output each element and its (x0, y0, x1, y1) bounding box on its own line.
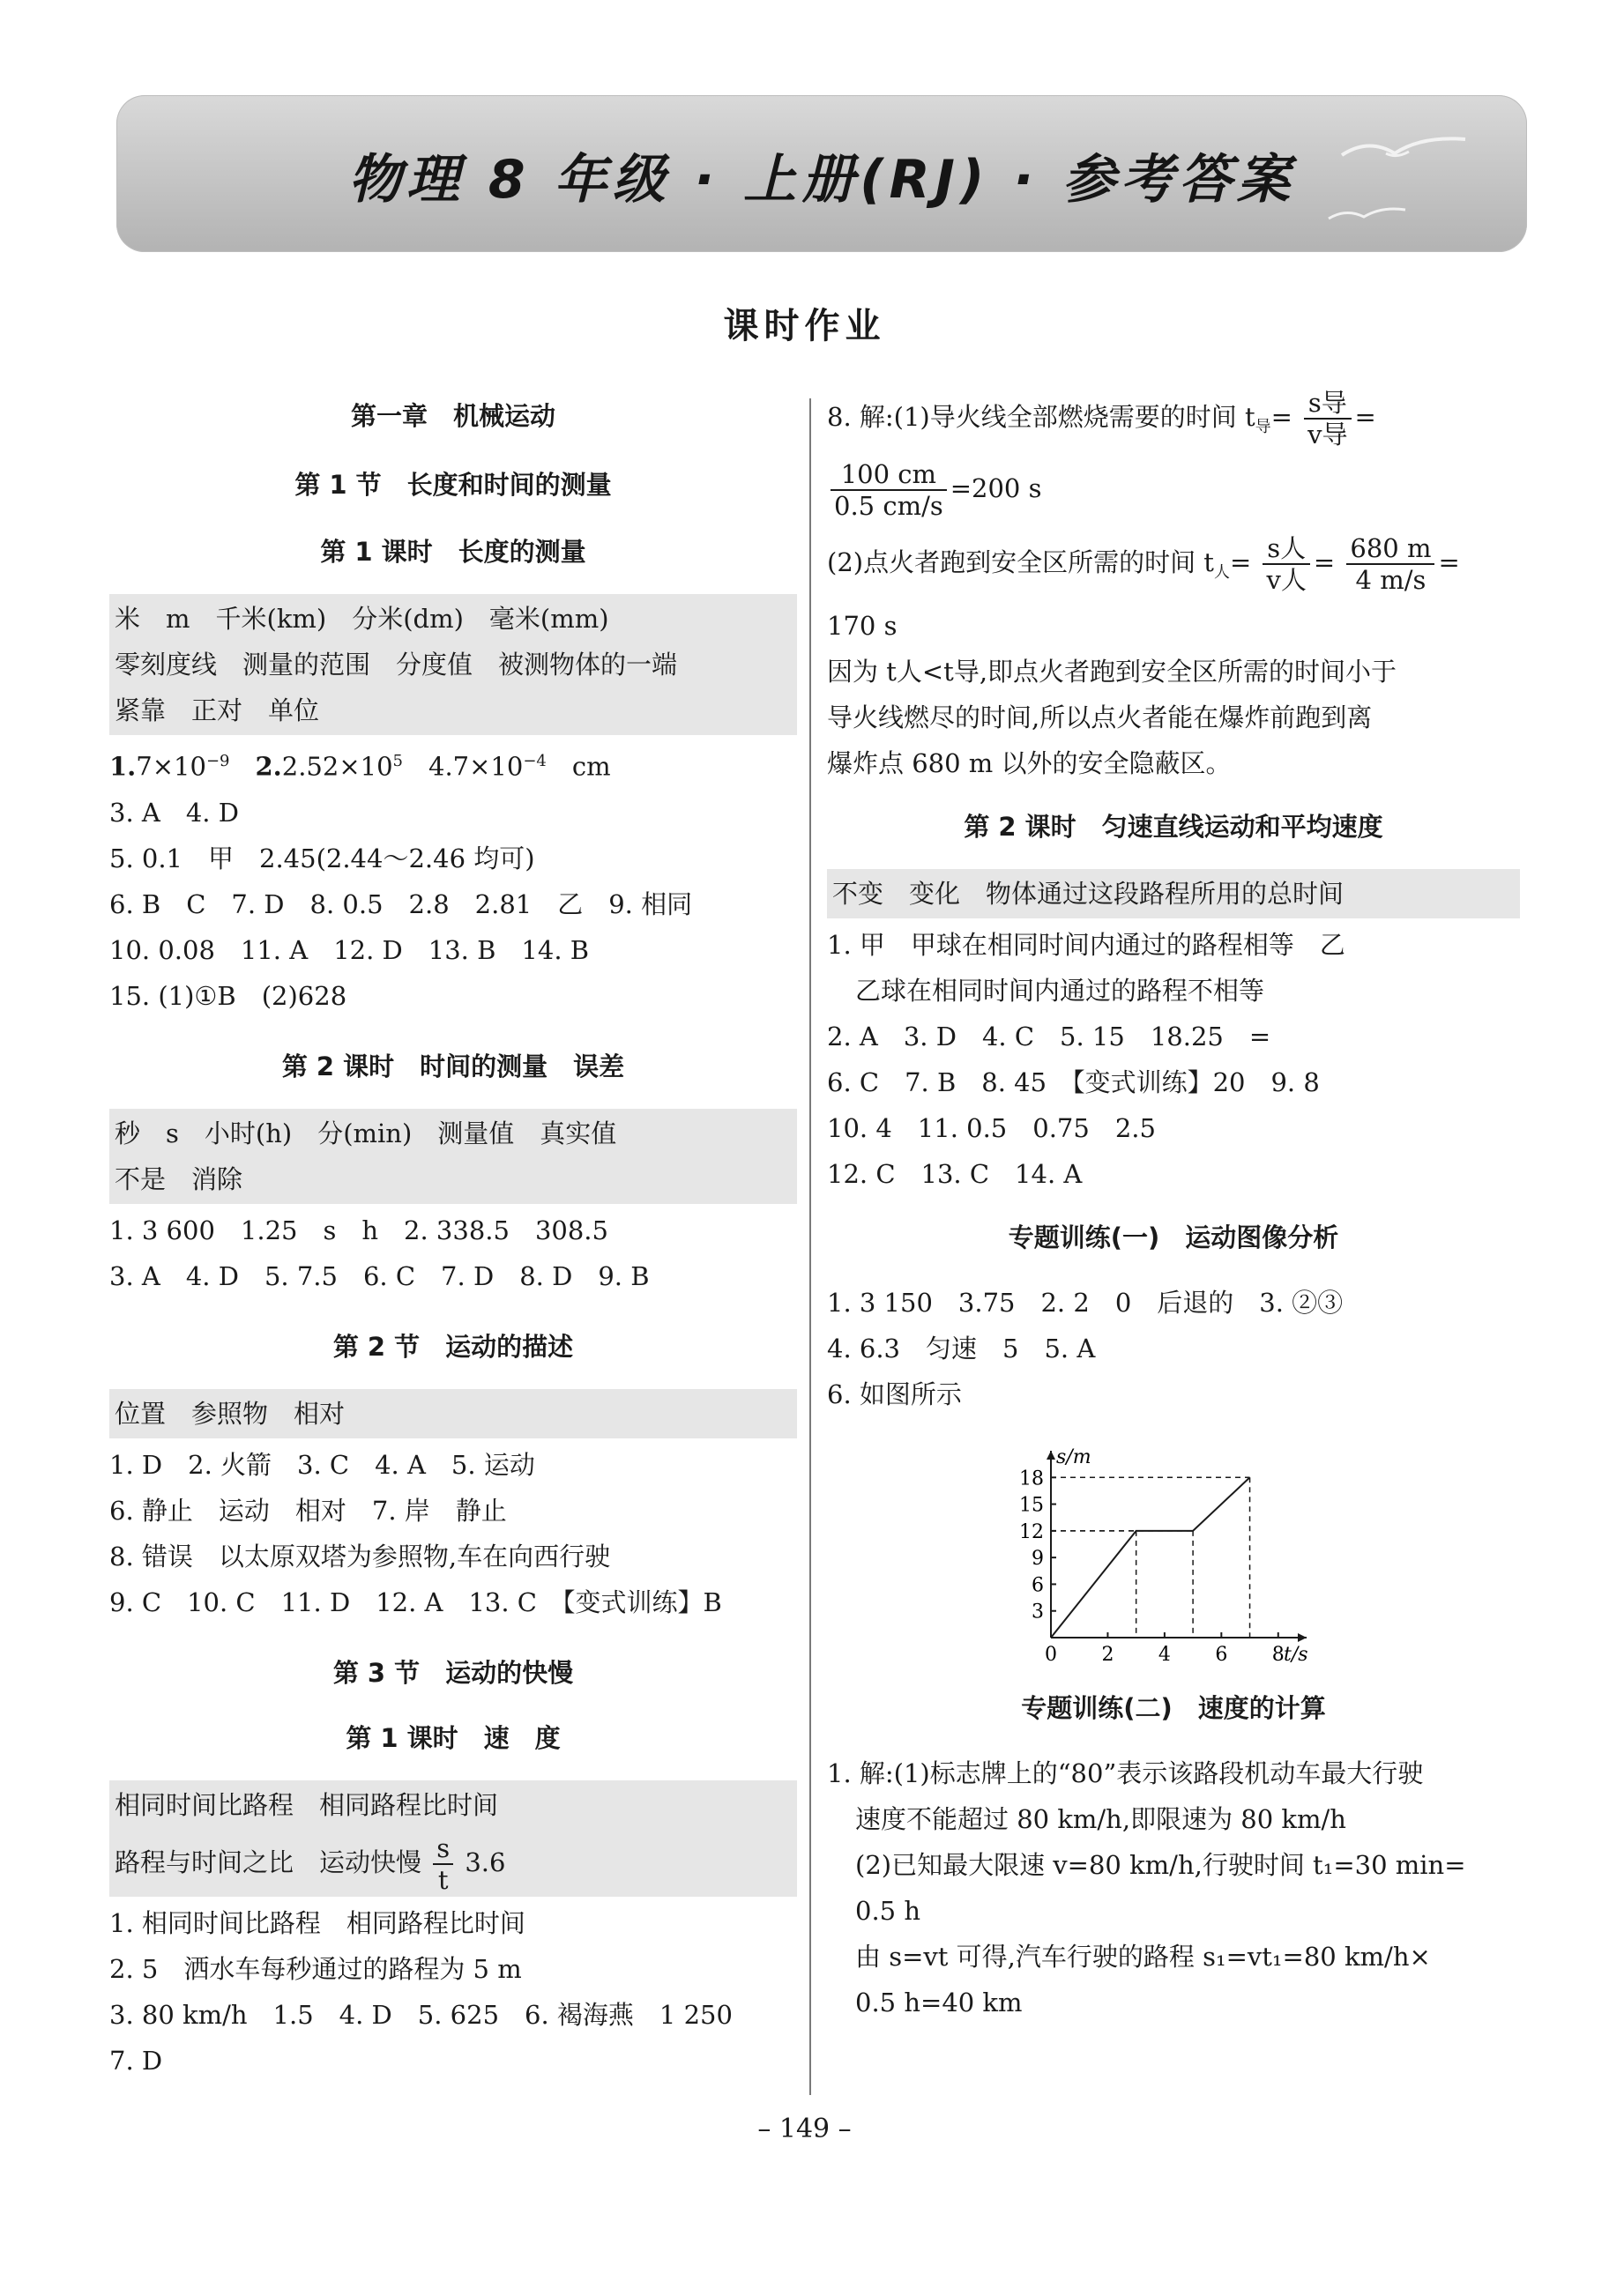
answer-line: 1. D 2. 火箭 3. C 4. A 5. 运动 (109, 1449, 535, 1480)
page-title: 物理 8 年级 · 上册(RJ) · 参考答案 (347, 149, 1296, 211)
answer-line: 5. 0.1 甲 2.45(2.44～2.46 均可) (109, 843, 535, 873)
answer-line: 8. 解:(1)导火线全部燃烧需要的时间 $t_导=$ $\frac{\text{s导}}{\text{v导}}$ = (827, 388, 1376, 450)
section-heading: 第 1 节 长度和时间的测量 (294, 470, 612, 500)
fill-in-line: 路程与时间之比 运动快慢 $\frac{s}{t}$ 3.6 (115, 1832, 506, 1895)
answer-line: 15. (1)①B (2)628 (109, 980, 347, 1011)
answer-line: 2. 5 洒水车每秒通过的路程为 5 m (109, 1953, 522, 1984)
y-tick-label: 9 (1032, 1547, 1044, 1570)
x-tick-label: 6 (1215, 1643, 1228, 1666)
x-tick-label: 4 (1158, 1643, 1171, 1666)
fraction: $\frac{\text{s人}}{\text{v人}}$ (1263, 533, 1309, 595)
y-tick-label: 15 (1019, 1494, 1044, 1517)
fill-in-line: 紧靠 正对 单位 (115, 695, 320, 725)
fill-in-line: 秒 s 小时(h) 分(min) 测量值 真实值 (115, 1118, 617, 1148)
answer-line: 0.5 h=40 km (855, 1987, 1023, 2017)
answer-line: 10. 0.08 11. A 12. D 13. B 14. B (109, 934, 590, 965)
fill-in-line: 零刻度线 测量的范围 分度值 被测物体的一端 (115, 650, 678, 680)
column-divider (809, 398, 811, 2095)
answer-line: 1. 解:(1)标志牌上的“80”表示该路段机动车最大行驶 (827, 1757, 1424, 1788)
y-axis-arrow (1047, 1451, 1055, 1460)
lesson-heading: 第 2 课时 时间的测量 误差 (281, 1051, 625, 1081)
lesson-heading: 第 1 课时 速 度 (346, 1722, 561, 1753)
answer-line: 6. B C 7. D 8. 0.5 2.8 2.81 乙 9. 相同 (109, 888, 693, 919)
y-tick-label: 3 (1032, 1601, 1044, 1624)
answer-line: 7. D (109, 2045, 163, 2076)
seagull-icon (1333, 120, 1474, 182)
fraction: $\frac{680 m}{4 m/s}$ (1346, 533, 1434, 595)
y-axis-label: s/m (1056, 1445, 1091, 1468)
page-number: – 149 – (757, 2114, 852, 2144)
fraction-s-over-t: $\frac{s}{t}$ (433, 1833, 453, 1895)
header-banner (116, 95, 1527, 252)
y-tick-label: 12 (1019, 1520, 1044, 1543)
answer-line: 10. 4 11. 0.5 0.75 2.5 (827, 1112, 1156, 1143)
answer-line: 1. 3 150 3.75 2. 2 0 后退的 3. ②③ (827, 1287, 1344, 1318)
x-axis-arrow (1298, 1633, 1307, 1642)
answer-line: (2)点火者跑到安全区所需的时间 $t_人=$ $\frac{\text{s人}}{\text{v人}}$ = $\frac{680 m}{4 m/s}$ = (827, 532, 1460, 595)
answer-line: 因为 t人<t导,即点火者跑到安全区所需的时间小于 (827, 656, 1397, 687)
fill-in-block (109, 594, 797, 735)
fill-in-line: 相同时间比路程 相同路程比时间 (115, 1789, 499, 1820)
answer-line: 由 s=vt 可得,汽车行驶的路程 s₁=vt₁=80 km/h× (855, 1941, 1431, 1972)
fill-in-block (109, 1109, 797, 1204)
fill-in-line: 不是 消除 (115, 1163, 243, 1194)
answer-line: 2. A 3. D 4. C 5. 15 18.25 = (827, 1021, 1271, 1051)
answer-line: 乙球在相同时间内通过的路程不相等 (855, 975, 1265, 1006)
answer-line: 3. A 4. D 5. 7.5 6. C 7. D 8. D 9. B (109, 1260, 650, 1291)
fraction: $\frac{100 cm}{0.5 cm/s}$ (831, 459, 947, 521)
answer-line: 导火线燃尽的时间,所以点火者能在爆炸前跑到离 (827, 702, 1373, 732)
section-heading: 第 3 节 运动的快慢 (332, 1657, 574, 1688)
series-line (1051, 1477, 1250, 1638)
x-tick-label: 0 (1045, 1643, 1057, 1666)
right-column (827, 388, 1520, 2025)
answer-line: 3. 80 km/h 1.5 4. D 5. 625 6. 褐海燕 1 250 (109, 1999, 733, 2030)
answer-line: 6. C 7. B 8. 45 【变式训练】20 9. 8 (827, 1066, 1320, 1097)
answer-line: 1. 相同时间比路程 相同路程比时间 (109, 1907, 525, 1938)
fill-in-block (109, 1780, 797, 1897)
fill-in-line: 位置 参照物 相对 (115, 1398, 346, 1429)
seagull-icon (1324, 199, 1412, 234)
answer-line: $1.7\times 10^{-9}$ $2.2.52\times 10^5$ $4.7\times 10^{-4}$ cm (109, 751, 611, 782)
x-tick-label: 2 (1101, 1643, 1114, 1666)
answer-line: 0.5 h (855, 1895, 921, 1926)
answer-line: 1. 3 600 1.25 s h 2. 338.5 308.5 (109, 1215, 608, 1245)
x-axis-label: t/s (1284, 1643, 1308, 1666)
fill-in-block (827, 869, 1520, 918)
s-t-graph (1019, 1442, 1314, 1666)
answer-line: 爆炸点 680 m 以外的安全隐蔽区。 (827, 747, 1232, 778)
answer-line: 3. A 4. D (109, 797, 239, 828)
lesson-heading: 第 1 课时 长度的测量 (320, 537, 586, 567)
special-training-heading: 专题训练(二) 速度的计算 (1021, 1692, 1326, 1723)
fill-in-line: 不变 变化 物体通过这段路程所用的总时间 (832, 878, 1345, 909)
special-training-heading: 专题训练(一) 运动图像分析 (1008, 1222, 1339, 1252)
section-heading: 第 2 节 运动的描述 (332, 1331, 574, 1362)
fill-in-block (109, 1389, 797, 1438)
answer-line: (2)已知最大限速 v=80 km/h,行驶时间 t₁=30 min= (855, 1849, 1466, 1880)
answer-line: 12. C 13. C 14. A (827, 1158, 1083, 1189)
section-title: 课时作业 (723, 306, 886, 346)
answer-line: 6. 如图所示 (827, 1378, 962, 1409)
answer-line: 8. 错误 以太原双塔为参照物,车在向西行驶 (109, 1541, 611, 1572)
answer-line: 9. C 10. C 11. D 12. A 13. C 【变式训练】B (109, 1586, 722, 1617)
fraction: $\frac{\text{s导}}{\text{v导}}$ (1304, 388, 1351, 450)
answer-line: 6. 静止 运动 相对 7. 岸 静止 (109, 1495, 507, 1526)
x-tick-label: 8 (1271, 1643, 1285, 1666)
answer-line: $\frac{100 cm}{0.5 cm/s}$ =200 s (827, 459, 1520, 521)
answer-line: 速度不能超过 80 km/h,即限速为 80 km/h (855, 1803, 1346, 1834)
y-tick-label: 6 (1032, 1574, 1044, 1597)
left-column (109, 388, 797, 2084)
answer-line: 170 s (827, 610, 898, 641)
fill-in-line: 米 m 千米(km) 分米(dm) 毫米(mm) (115, 604, 609, 634)
answer-line: 1. 甲 甲球在相同时间内通过的路程相等 乙 (827, 929, 1345, 960)
y-tick-label: 18 (1019, 1467, 1044, 1490)
answer-line: 4. 6.3 匀速 5 5. A (827, 1333, 1096, 1363)
chapter-heading: 第一章 机械运动 (350, 401, 555, 431)
lesson-heading: 第 2 课时 匀速直线运动和平均速度 (964, 811, 1383, 842)
